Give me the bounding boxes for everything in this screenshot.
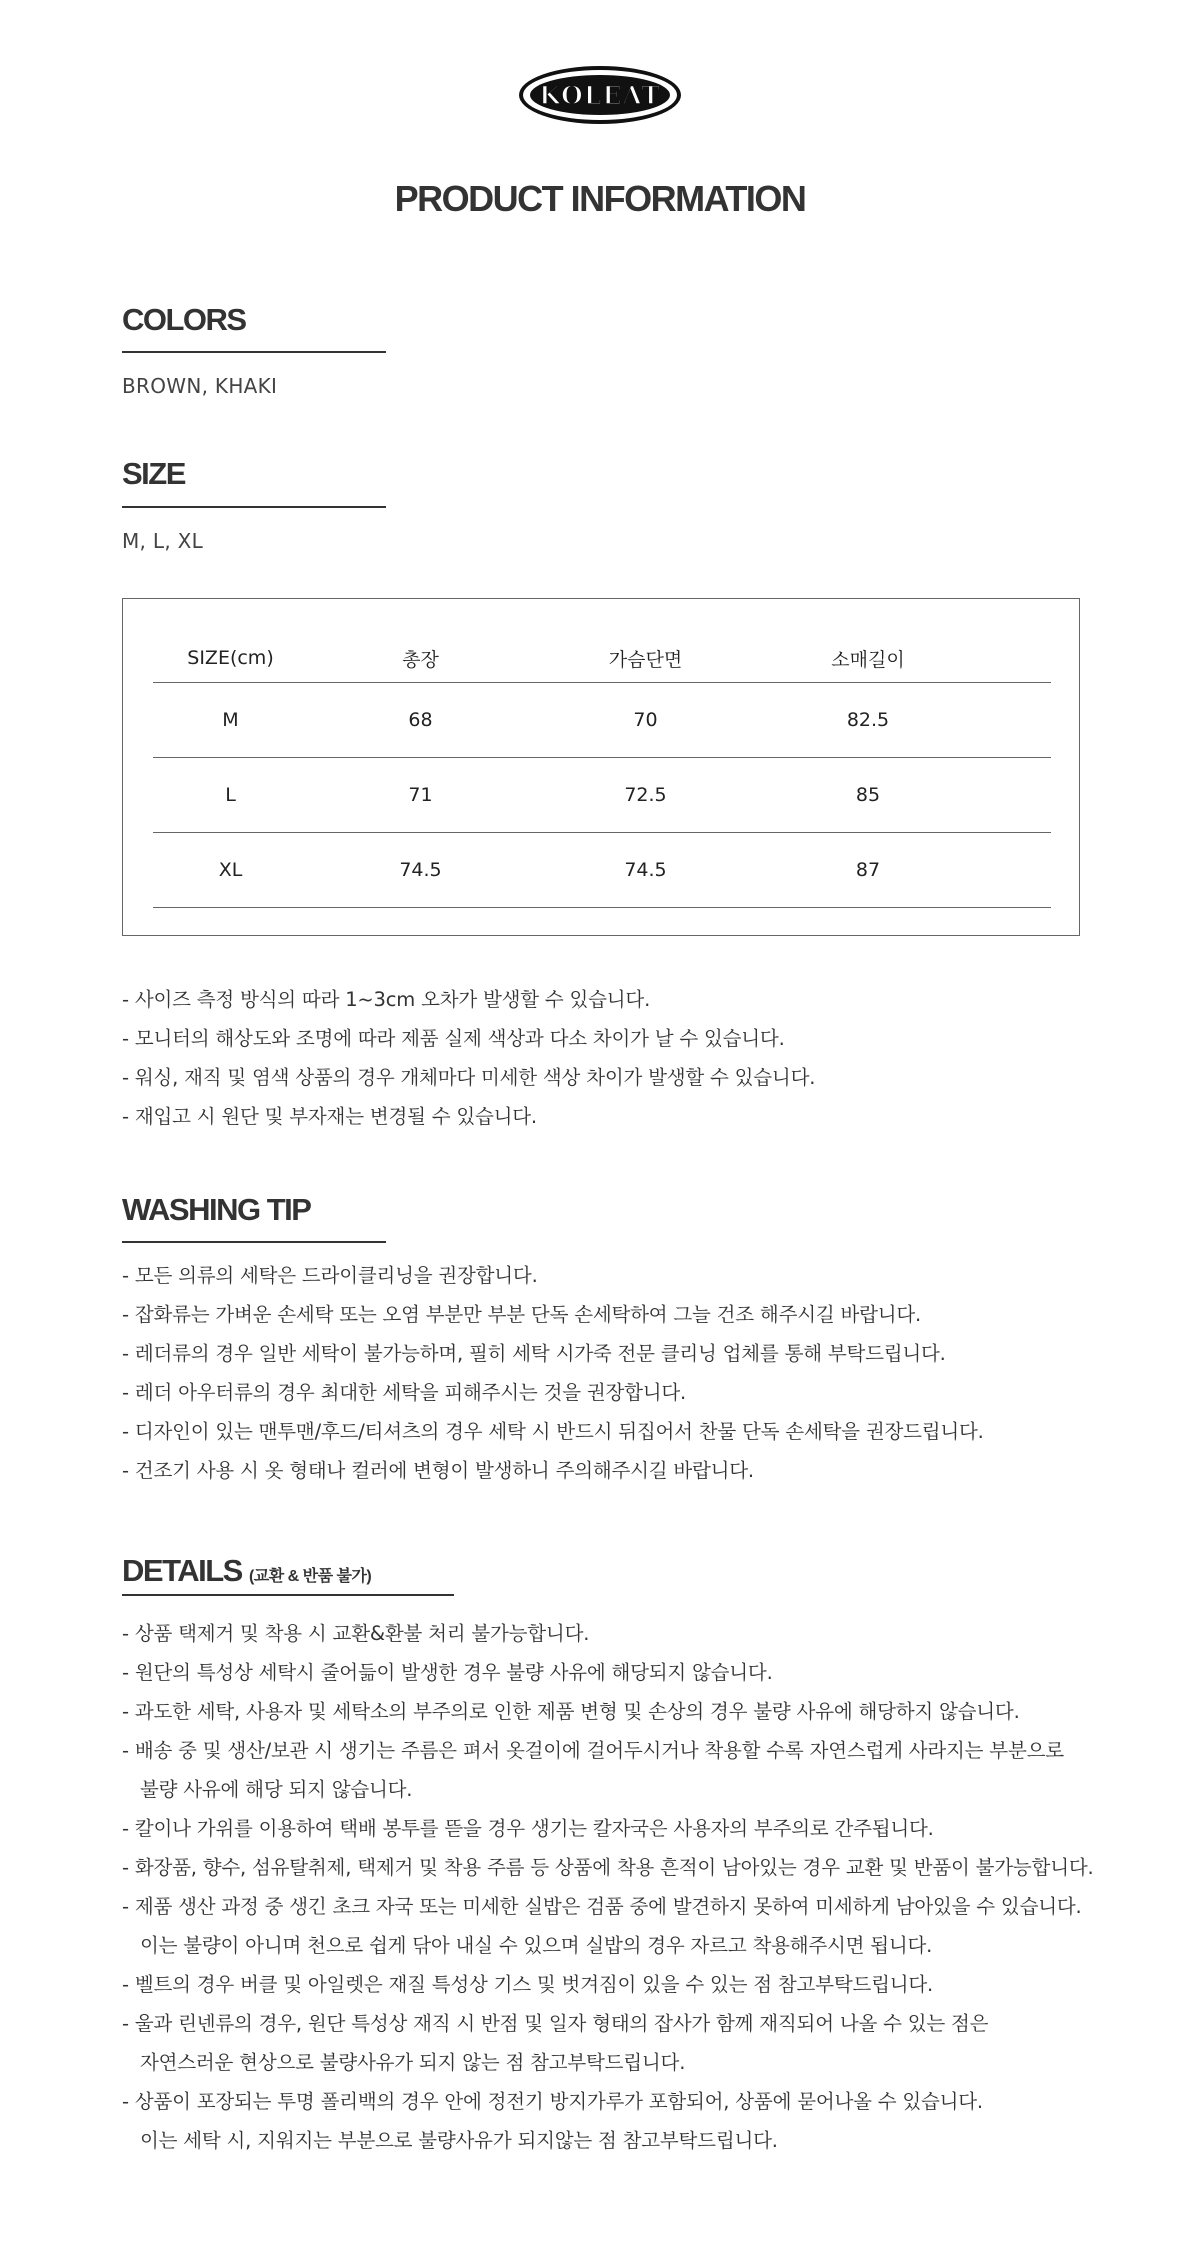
- list-item-text: - 울과 린넨류의 경우, 원단 특성상 재직 시 반점 및 일자 형태의 잡사가 함께 재직되어 나올 수 있는 점은: [122, 2012, 989, 2035]
- list-item: - 디자인이 있는 맨투맨/후드/티셔츠의 경우 세탁 시 반드시 뒤집어서 찬물 단독 손세탁을 권장드립니다.: [122, 1420, 984, 1443]
- washing-title: WASHING TIP: [122, 1192, 311, 1227]
- list-item-continuation: 이는 불량이 아니며 천으로 쉽게 닦아 내실 수 있으며 실밥의 경우 자르고 착용해주시면 됩니다.: [140, 1934, 933, 1957]
- list-item: - 화장품, 향수, 섬유탈취제, 택제거 및 착용 주름 등 상품에 착용 흔적이 남아있는 경우 교환 및 반품이 불가능합니다.: [122, 1856, 1094, 1879]
- table-spacer: [978, 832, 1051, 907]
- details-subtitle: (교환 & 반품 불가): [248, 1568, 372, 1585]
- list-item: - 모든 의류의 세탁은 드라이클리닝을 권장합니다.: [122, 1264, 538, 1287]
- header-cell: 총장: [308, 629, 533, 682]
- colors-title: COLORS: [122, 302, 246, 337]
- size-chart-box: [122, 598, 1080, 936]
- table-row: [153, 832, 1051, 907]
- colors-value: BROWN, KHAKI: [122, 374, 278, 398]
- list-item: - 레더 아우터류의 경우 최대한 세탁을 피해주시는 것을 권장합니다.: [122, 1381, 687, 1404]
- table-cell: M: [153, 682, 308, 757]
- table-cell: 72.5: [533, 757, 758, 832]
- list-item-text: - 상품이 포장되는 투명 폴리백의 경우 안에 정전기 방지가루가 포함되어, 상품에 묻어나올 수 있습니다.: [122, 2090, 983, 2113]
- table-cell: 70: [533, 682, 758, 757]
- colors-rule: [122, 351, 386, 353]
- list-item: - 잡화류는 가벼운 손세탁 또는 오염 부분만 부분 단독 손세탁하여 그늘 건조 해주시길 바랍니다.: [122, 1303, 922, 1326]
- list-item-continuation: 자연스러운 현상으로 불량사유가 되지 않는 점 참고부탁드립니다.: [140, 2051, 686, 2074]
- list-item: - 상품 택제거 및 착용 시 교환&환불 처리 불가능합니다.: [122, 1622, 590, 1645]
- logo-area: [0, 66, 1200, 124]
- header-cell: SIZE(cm): [153, 629, 308, 682]
- table-cell: 71: [308, 757, 533, 832]
- table-cell: 74.5: [533, 832, 758, 907]
- washing-rule: [122, 1241, 386, 1243]
- list-item-text: - 제품 생산 과정 중 생긴 초크 자국 또는 미세한 실밥은 검품 중에 발견하지 못하여 미세하게 남아있을 수 있습니다.: [122, 1895, 1082, 1918]
- details-list: [122, 1614, 1093, 2160]
- list-item-continuation: 불량 사유에 해당 되지 않습니다.: [140, 1778, 413, 1801]
- header-spacer: [978, 629, 1051, 682]
- list-item-text: - 배송 중 및 생산/보관 시 생기는 주름은 펴서 옷걸이에 걸어두시거나 착용할 수록 자연스럽게 사라지는 부분으로: [122, 1739, 1064, 1762]
- size-rule: [122, 506, 386, 508]
- list-item: - 모니터의 해상도와 조명에 따라 제품 실제 색상과 다소 차이가 날 수 있습니다.: [122, 1027, 785, 1050]
- table-row: [153, 757, 1051, 832]
- table-cell: XL: [153, 832, 308, 907]
- table-spacer: [978, 682, 1051, 757]
- size-value: M, L, XL: [122, 529, 204, 553]
- list-item: - 원단의 특성상 세탁시 줄어듦이 발생한 경우 불량 사유에 해당되지 않습니다.: [122, 1661, 773, 1684]
- list-item: [122, 2004, 1093, 2082]
- list-item: [122, 1731, 1093, 1809]
- details-title: [122, 1553, 371, 1589]
- header-cell: 소매길이: [758, 629, 978, 682]
- list-item: - 칼이나 가위를 이용하여 택배 봉투를 뜯을 경우 생기는 칼자국은 사용자의 부주의로 간주됩니다.: [122, 1817, 934, 1840]
- details-rule: [122, 1594, 454, 1596]
- list-item: - 벨트의 경우 버클 및 아일렛은 재질 특성상 기스 및 벗겨짐이 있을 수 있는 점 참고부탁드립니다.: [122, 1973, 934, 1996]
- page-title: PRODUCT INFORMATION: [394, 178, 806, 219]
- table-cell: L: [153, 757, 308, 832]
- size-table-header: [153, 629, 1051, 682]
- table-row: [153, 682, 1051, 757]
- table-cell: 68: [308, 682, 533, 757]
- table-cell: 74.5: [308, 832, 533, 907]
- list-item: [122, 1887, 1093, 1965]
- list-item: - 레더류의 경우 일반 세탁이 불가능하며, 필히 세탁 시가죽 전문 클리닝 업체를 통해 부탁드립니다.: [122, 1342, 946, 1365]
- list-item-continuation: 이는 세탁 시, 지워지는 부분으로 불량사유가 되지않는 점 참고부탁드립니다.: [140, 2129, 778, 2152]
- logo-text: KOLEAT: [538, 80, 662, 110]
- brand-logo: [519, 66, 681, 124]
- size-title: SIZE: [122, 456, 185, 491]
- table-cell: 82.5: [758, 682, 978, 757]
- list-item: - 사이즈 측정 방식의 따라 1~3cm 오차가 발생할 수 있습니다.: [122, 988, 651, 1011]
- table-cell: 87: [758, 832, 978, 907]
- table-cell: 85: [758, 757, 978, 832]
- size-notes-list: [122, 980, 815, 1136]
- header-cell: 가슴단면: [533, 629, 758, 682]
- logo-badge: [530, 75, 670, 115]
- list-item: - 재입고 시 원단 및 부자재는 변경될 수 있습니다.: [122, 1105, 537, 1128]
- washing-list: [122, 1256, 984, 1490]
- table-spacer: [978, 757, 1051, 832]
- list-item: - 워싱, 재직 및 염색 상품의 경우 개체마다 미세한 색상 차이가 발생할 수 있습니다.: [122, 1066, 816, 1089]
- list-item: - 과도한 세탁, 사용자 및 세탁소의 부주의로 인한 제품 변형 및 손상의 경우 불량 사유에 해당하지 않습니다.: [122, 1700, 1020, 1723]
- list-item: - 건조기 사용 시 옷 형태나 컬러에 변형이 발생하니 주의해주시길 바랍니다.: [122, 1459, 754, 1482]
- details-title-text: DETAILS: [122, 1553, 242, 1588]
- list-item: [122, 2082, 1093, 2160]
- size-table: [153, 629, 1051, 908]
